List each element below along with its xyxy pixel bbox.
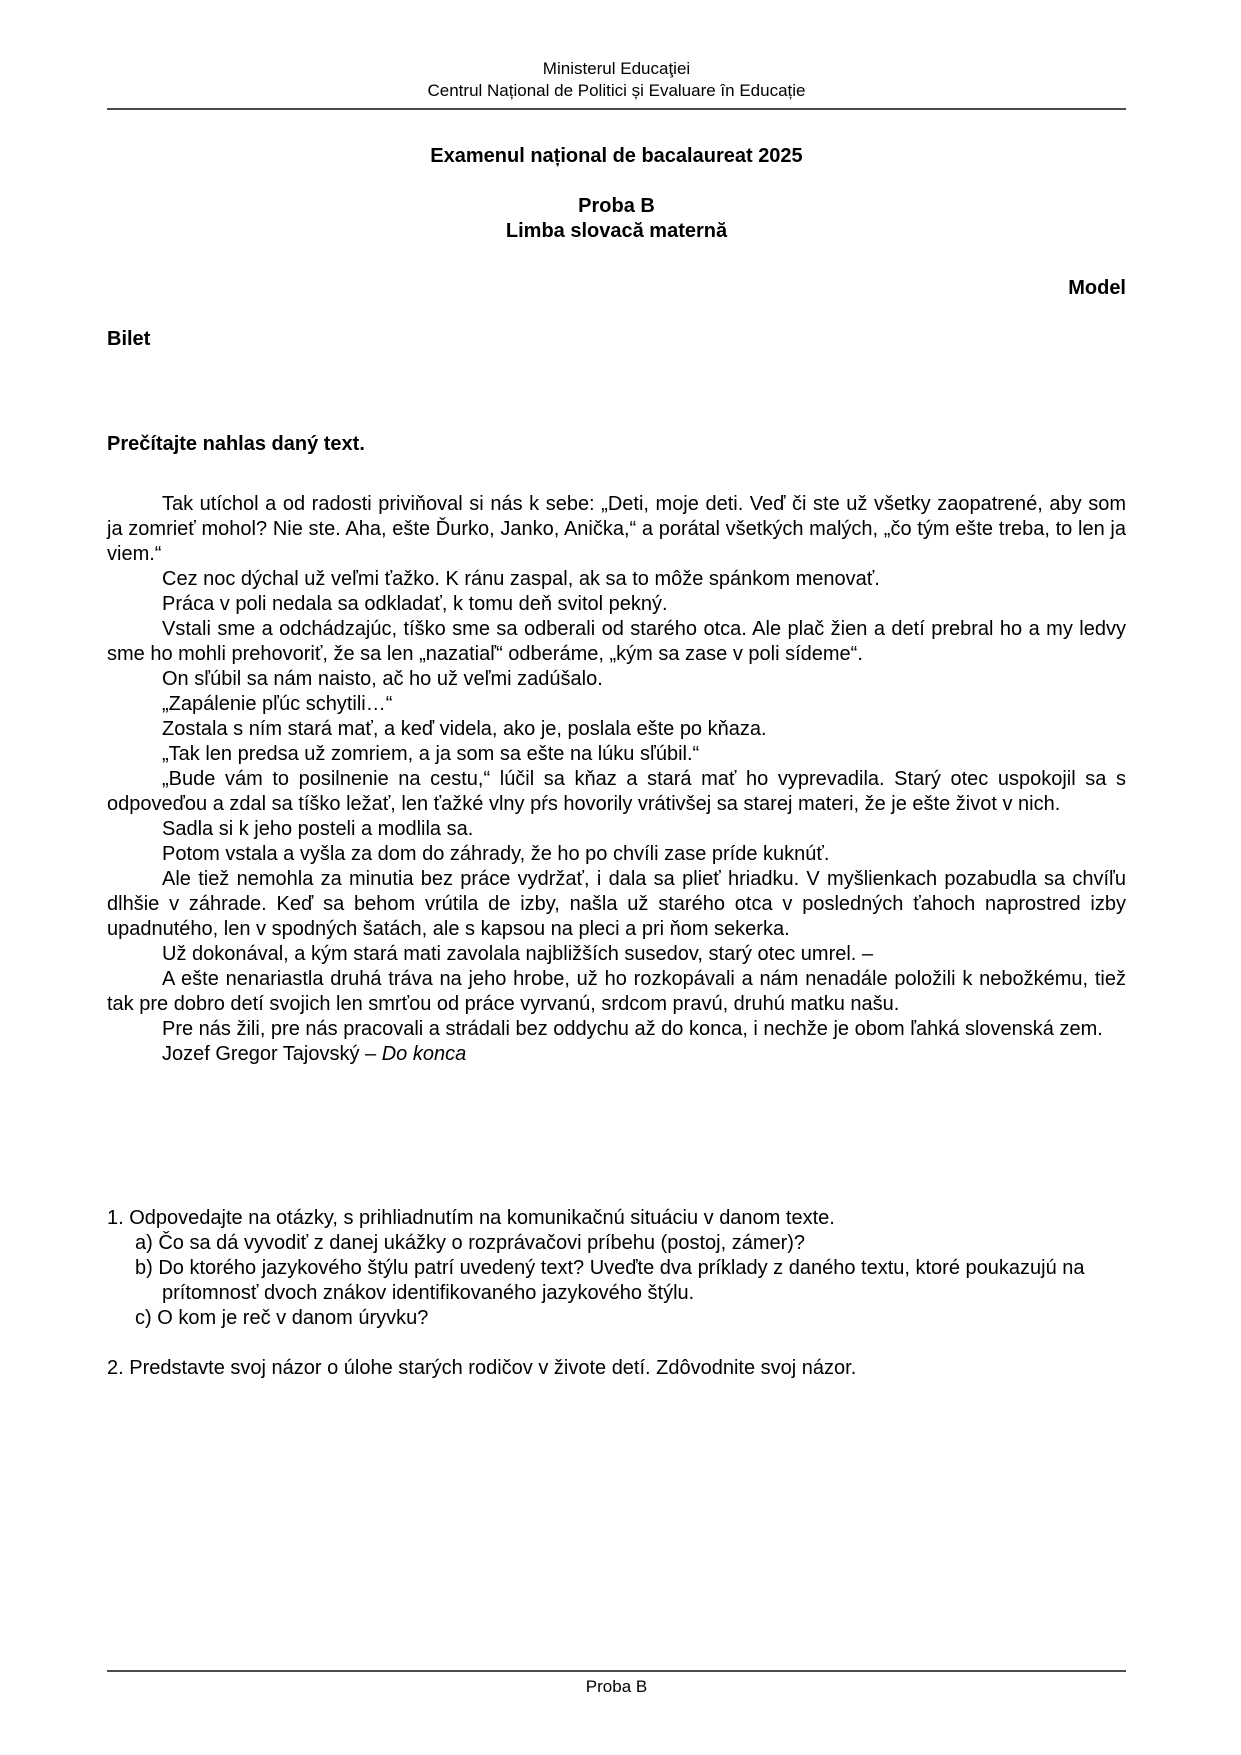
subject-title: Limba slovacă maternă xyxy=(505,220,728,242)
title-block xyxy=(107,144,1126,244)
text-paragraph: Už dokonával, a kým stará mati zavolala najbližších susedov, starý otec umrel. – xyxy=(162,943,874,965)
text-attribution xyxy=(107,1042,1126,1067)
center-line: Centrul Național de Politici și Evaluare în Educație xyxy=(427,81,806,100)
header-divider xyxy=(107,108,1126,110)
text-paragraph: Potom vstala a vyšla za dom do záhrady, že ho po chvíli zase príde kuknúť. xyxy=(162,843,830,865)
reading-instruction: Prečítajte nahlas daný text. xyxy=(107,433,365,455)
attribution-work-title: Do konca xyxy=(381,1043,467,1065)
question-1c: c) O kom je reč v danom úryvku? xyxy=(135,1307,429,1329)
text-paragraph: Cez noc dýchal už veľmi ťažko. K ránu zaspal, ak sa to môže spánkom menovať. xyxy=(162,568,880,590)
question-1b: b) Do ktorého jazykového štýlu patrí uvedený text? Uveďte dva príklady z daného textu, ktoré poukazujú na prítomnosť dvoch znákov identifikovaného jazykového štýlu. xyxy=(135,1257,1085,1304)
model-label: Model xyxy=(1068,277,1126,299)
page-footer xyxy=(107,1670,1126,1698)
text-paragraph: Pre nás žili, pre nás pracovali a strádali bez oddychu až do konca, i nechže je obom ľahká slovenská zem. xyxy=(162,1018,1103,1040)
proba-title: Proba B xyxy=(578,195,655,217)
text-paragraph: Ale tiež nemohla za minutia bez práce vydržať, i dala sa plieť hriadku. V myšlienkach pozabudla sa chvíľu dlhšie v záhrade. Keď sa behom vrútila de izby, našla už starého otca v posledných ťahoch naprostred izby upadnutého, len v spodných šatách, ale s kapsou na pleci a pri ňom sekerka. xyxy=(107,868,1126,940)
exam-title: Examenul național de bacalaureat 2025 xyxy=(430,145,803,167)
text-paragraph: Zostala s ním stará mať, a keď videla, ako je, poslala ešte po kňaza. xyxy=(162,718,767,740)
reading-text xyxy=(107,492,1126,1067)
document-header xyxy=(107,0,1126,102)
text-paragraph: „Bude vám to posilnenie na cestu,“ lúčil sa kňaz a stará mať ho vyprevadila. Starý otec uspokojil sa s odpoveďou a zdal sa tíško ležať, len ťažké vlny pŕs hovorily vrátivšej sa starej materi, že je ešte život v nich. xyxy=(107,768,1126,815)
text-paragraph: Práca v poli nedala sa odkladať, k tomu deň svitol pekný. xyxy=(162,593,668,615)
ministry-line: Ministerul Educaţiei xyxy=(542,59,691,78)
attribution-author: Jozef Gregor Tajovský – xyxy=(162,1043,382,1065)
text-paragraph: Vstali sme a odchádzajúc, tíško sme sa odberali od starého otca. Ale plač žien a detí prebral ho a my ledvy sme ho mohli prehovoriť, že sa len „nazatiaľ“ odberáme, „kým sa zase v poli sídeme“. xyxy=(107,618,1126,665)
question-1a: a) Čo sa dá vyvodiť z danej ukážky o rozprávačovi príbehu (postoj, zámer)? xyxy=(135,1232,806,1254)
text-paragraph: „Tak len predsa už zomriem, a ja som sa ešte na lúku sľúbil.“ xyxy=(162,743,700,765)
text-paragraph: Sadla si k jeho posteli a modlila sa. xyxy=(162,818,474,840)
text-paragraph: On sľúbil sa nám naisto, ač ho už veľmi zadúšalo. xyxy=(162,668,603,690)
text-paragraph: Tak utíchol a od radosti priviňoval si nás k sebe: „Deti, moje deti. Veď či ste už všetky zaopatrené, aby som ja zomrieť mohol? Nie ste. Aha, ešte Ďurko, Janko, Anička,“ a porátal všetkých malých, „čo tým ešte treba, to len ja viem.“ xyxy=(107,493,1126,565)
bilet-heading: Bilet xyxy=(107,328,151,350)
questions-section xyxy=(107,1206,1126,1381)
footer-label: Proba B xyxy=(585,1677,648,1696)
text-paragraph: A ešte nenariastla druhá tráva na jeho hrobe, už ho rozkopávali a nám nenadále položili k nebožkému, tiež tak pre dobro detí svojich len smrťou od práce vyrvanú, srdcom pravú, druhú matku našu. xyxy=(107,968,1126,1015)
question-2: 2. Predstavte svoj názor o úlohe starých rodičov v živote detí. Zdôvodnite svoj názor. xyxy=(107,1357,857,1379)
text-paragraph: „Zapálenie pľúc schytili…“ xyxy=(162,693,393,715)
question-1: 1. Odpovedajte na otázky, s prihliadnutím na komunikačnú situáciu v danom texte. xyxy=(107,1207,835,1229)
